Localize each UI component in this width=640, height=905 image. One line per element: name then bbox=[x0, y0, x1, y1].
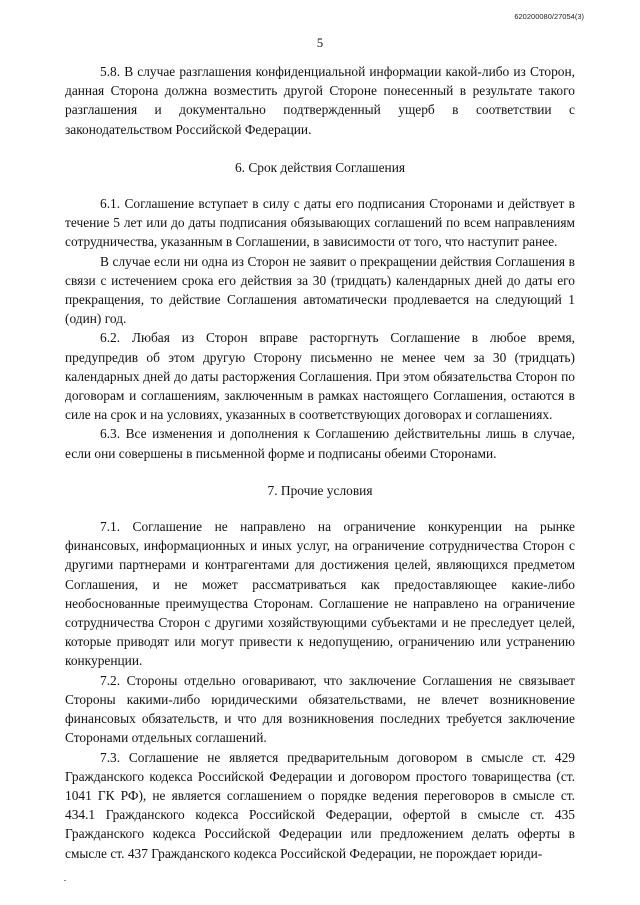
document-body bbox=[65, 62, 575, 863]
document-code: 620200080/27054(3) bbox=[514, 12, 584, 21]
section-7-title: 7. Прочие условия bbox=[267, 482, 373, 498]
clause-7-1: 7.1. Соглашение не направлено на ограничение конкуренции на рынке финансовых, информационных и иных услуг, на ограничение сотрудничества Сторон с другими партнерами и контрагентами для достижения целей, являющихся предметом Соглашения, и не может рассматриваться как предоставляющее какие-либо необоснованные преимущества Сторонам. Соглашение не направлено на ограничение сотрудничества Сторон с другими хозяйствующими субъектами и не преследует целей, которые приводят или могут привести к недопущению, ограничению или устранению конкуренции. bbox=[65, 519, 575, 669]
clause-7-3: 7.3. Соглашение не является предварительным договором в смысле ст. 429 Гражданского кодекса Российской Федерации и договором простого товарищества (ст. 1041 ГК РФ), не является соглашением о порядке ведения переговоров в смысле ст. 434.1 Гражданского кодекса Российской Федерации, офертой в смысле ст. 435 Гражданского кодекса Российской Федерации или предложением делать оферты в смысле ст. 437 Гражданского кодекса Российской Федерации, не порождает юриди- bbox=[65, 749, 575, 861]
clause-6-1: 6.1. Соглашение вступает в силу с даты его подписания Сторонами и действует в течение 5 лет или до даты подписания обязывающих соглашений по всем направлениям сотрудничества, указанным в Соглашении, в зависимости от того, что наступит ранее. bbox=[65, 196, 575, 250]
clause-6-3: 6.3. Все изменения и дополнения к Соглашению действительны лишь в случае, если они совершены в письменной форме и подписаны обеими Сторонами. bbox=[65, 426, 575, 461]
clause-6-1-continuation: В случае если ни одна из Сторон не заявит о прекращении действия Соглашения в связи с истечением срока его действия за 30 (тридцать) календарных дней до даты его прекращения, то действие Соглашения автоматически продлевается на следующий 1 (один) год. bbox=[65, 253, 575, 327]
clause-6-2: 6.2. Любая из Сторон вправе расторгнуть Соглашение в любое время, предупредив об этом другую Сторону письменно не менее чем за 30 (тридцать) календарных дней до даты расторжения Соглашения. При этом обязательства Сторон по договорам и соглашениям, заключенным в рамках настоящего Соглашения, остаются в силе на срок и на условиях, указанных в соответствующих договорах и соглашениях. bbox=[65, 330, 575, 423]
clause-7-2: 7.2. Стороны отдельно оговаривают, что заключение Соглашения не связывает Стороны какими-либо юридическими обязательствами, не влечет возникновение финансовых обязательств, и что для возникновения последних требуется заключение Сторонами отдельных соглашений. bbox=[65, 672, 575, 746]
section-6-title: 6. Срок действия Соглашения bbox=[234, 159, 406, 175]
scan-speck bbox=[64, 880, 66, 881]
clause-5-8: 5.8. В случае разглашения конфиденциальной информации какой-либо из Сторон, данная Сторона должна возместить другой Стороне понесенный в результате такого разглашения и документально подтвержденный ущерб в соответствии с законодательством Российской Федерации. bbox=[65, 64, 575, 137]
page-number: 5 bbox=[316, 36, 324, 50]
